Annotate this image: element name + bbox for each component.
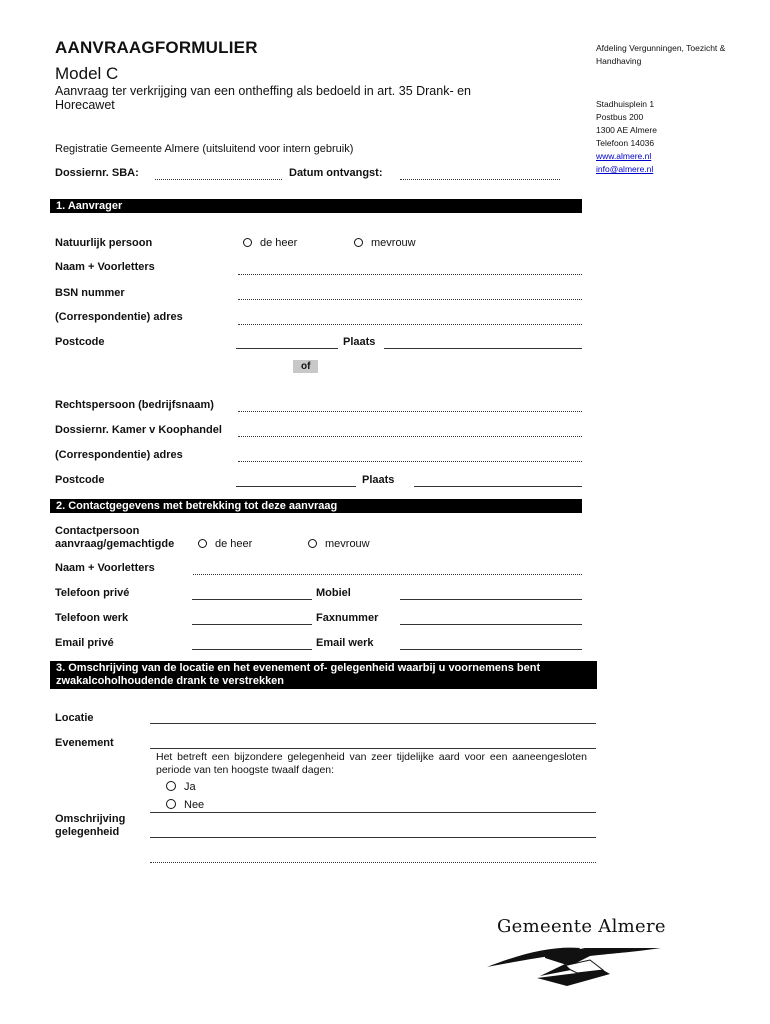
radio-de-heer[interactable]: [243, 237, 297, 249]
postcode2-label: Postcode: [55, 474, 105, 486]
department-name: Afdeling Vergunningen, Toezicht & Handhaving: [596, 43, 726, 66]
omschrijving-label: [55, 813, 125, 839]
email-werk-label: Email werk: [316, 637, 374, 649]
adres2-label: (Correspondentie) adres: [55, 449, 183, 461]
radio-mevrouw[interactable]: [354, 237, 416, 249]
address-block: [596, 98, 657, 176]
email-prive-label: Email privé: [55, 637, 114, 649]
dossier-sba-label: Dossiernr. SBA:: [55, 167, 139, 179]
plaats-field[interactable]: [384, 348, 582, 349]
dossier-sba-field[interactable]: [155, 179, 282, 180]
fax-field[interactable]: [400, 624, 582, 625]
kvk-label: Dossiernr. Kamer v Koophandel: [55, 424, 222, 436]
section3-heading: [50, 661, 597, 689]
omschrijving-label-line2: gelegenheid: [55, 826, 120, 838]
section1-heading: 1. Aanvrager: [50, 199, 582, 213]
adres-label: (Correspondentie) adres: [55, 311, 183, 323]
bsn-label: BSN nummer: [55, 287, 125, 299]
radio-circle-icon: [308, 539, 317, 548]
radio-circle-icon: [354, 238, 363, 247]
radio-de-heer-label: de heer: [260, 237, 298, 249]
omschrijving-field-line3[interactable]: [150, 862, 596, 863]
tel-werk-label: Telefoon werk: [55, 612, 129, 624]
radio-nee-label: Nee: [184, 799, 205, 811]
plaats2-label: Plaats: [362, 474, 395, 486]
naam-field[interactable]: [238, 274, 582, 275]
website-link[interactable]: www.almere.nl: [596, 151, 652, 161]
omschrijving-field-line2[interactable]: [150, 837, 596, 838]
fax-label: Faxnummer: [316, 612, 379, 624]
radio-circle-icon: [243, 238, 252, 247]
plaats-label: Plaats: [343, 336, 376, 348]
tel-prive-label: Telefoon privé: [55, 587, 130, 599]
locatie-field[interactable]: [150, 723, 596, 724]
form-subtitle: Aanvraag ter verkrijging van een ontheffing als bedoeld in art. 35 Drank- en Horecawet: [55, 84, 471, 112]
contact-radio-de-heer[interactable]: [198, 538, 252, 550]
datum-ontvangst-field[interactable]: [400, 179, 560, 180]
contactpersoon-label-line2: aanvraag/gemachtigde: [55, 538, 175, 550]
plaats2-field[interactable]: [414, 486, 582, 487]
rechtspersoon-label: Rechtspersoon (bedrijfsnaam): [55, 399, 214, 411]
tel-prive-field[interactable]: [192, 599, 312, 600]
address-line2: Postbus 200: [596, 112, 644, 122]
mobiel-field[interactable]: [400, 599, 582, 600]
mobiel-label: Mobiel: [316, 587, 351, 599]
rechtspersoon-field[interactable]: [238, 411, 582, 412]
radio-ja-label: Ja: [184, 781, 196, 793]
form-title: AANVRAAGFORMULIER: [55, 38, 258, 57]
naam-label: Naam + Voorletters: [55, 261, 155, 273]
radio-nee[interactable]: [166, 799, 204, 811]
contactpersoon-label: [55, 525, 174, 551]
omschrijving-field-line1[interactable]: [150, 812, 596, 813]
gemeente-almere-logo-icon: [485, 940, 665, 990]
datum-ontvangst-label: Datum ontvangst:: [289, 167, 383, 179]
kvk-field[interactable]: [238, 436, 582, 437]
postcode2-field[interactable]: [236, 486, 356, 487]
adres2-field[interactable]: [238, 461, 582, 462]
postcode-label: Postcode: [55, 336, 105, 348]
natuurlijk-persoon-label: Natuurlijk persoon: [55, 237, 153, 249]
address-line3: 1300 AE Almere: [596, 125, 657, 135]
contact-radio-mevrouw[interactable]: [308, 538, 370, 550]
tijdelijk-question: Het betreft een bijzondere gelegenheid van zeer tijdelijke aard voor een aaneengesloten periode van ten hoogste twaalf dagen:: [156, 751, 587, 776]
email-prive-field[interactable]: [192, 649, 312, 650]
registration-note: Registratie Gemeente Almere (uitsluitend voor intern gebruik): [55, 143, 354, 155]
postcode-field[interactable]: [236, 348, 338, 349]
section2-heading: 2. Contactgegevens met betrekking tot deze aanvraag: [50, 499, 582, 513]
omschrijving-label-line1: Omschrijving: [55, 813, 126, 825]
contact-naam-field[interactable]: [193, 574, 582, 575]
tel-werk-field[interactable]: [192, 624, 312, 625]
radio-circle-icon: [166, 781, 176, 791]
evenement-label: Evenement: [55, 737, 114, 749]
radio-circle-icon: [198, 539, 207, 548]
email-werk-field[interactable]: [400, 649, 582, 650]
radio-mevrouw-label: mevrouw: [371, 237, 416, 249]
contactpersoon-label-line1: Contactpersoon: [55, 525, 140, 537]
contact-naam-label: Naam + Voorletters: [55, 562, 155, 574]
section3-heading-line2: zwakalcoholhoudende drank te verstrekken: [56, 675, 285, 687]
address-line1: Stadhuisplein 1: [596, 99, 655, 109]
email-link[interactable]: info@almere.nl: [596, 164, 654, 174]
bsn-field[interactable]: [238, 299, 582, 300]
form-model: Model C: [55, 64, 119, 83]
of-separator: of: [293, 360, 318, 373]
radio-ja[interactable]: [166, 781, 196, 793]
contact-radio-de-heer-label: de heer: [215, 538, 253, 550]
section3-heading-line1: 3. Omschrijving van de locatie en het evenement of- gelegenheid waarbij u voornemens bent: [56, 662, 541, 674]
phone-number: Telefoon 14036: [596, 138, 655, 148]
gemeente-almere-logo-text: Gemeente Almere: [497, 916, 666, 937]
contact-radio-mevrouw-label: mevrouw: [325, 538, 370, 550]
radio-circle-icon: [166, 799, 176, 809]
locatie-label: Locatie: [55, 712, 94, 724]
evenement-field[interactable]: [150, 748, 596, 749]
adres-field[interactable]: [238, 324, 582, 325]
